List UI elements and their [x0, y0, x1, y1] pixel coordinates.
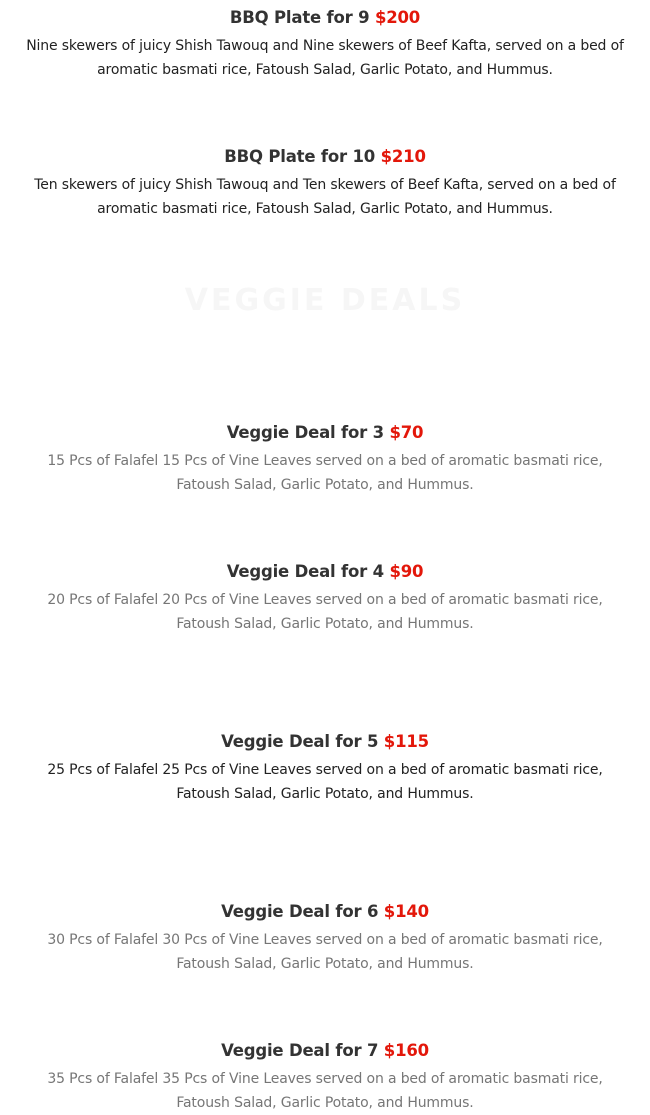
item-description: Ten skewers of juicy Shish Tawouq and Ten skewers of Beef Kafta, served on a bed of aromatic basmati rice, Fatoush Salad, Garlic Potato, and Hummus.: [34, 177, 616, 217]
item-name: BBQ Plate for 10: [224, 147, 376, 166]
menu-item: [0, 1040, 650, 1115]
item-title: [0, 901, 650, 923]
menu-item: [0, 422, 650, 497]
item-description: 30 Pcs of Falafel 30 Pcs of Vine Leaves served on a bed of aromatic basmati rice, Fatoush Salad, Garlic Potato, and Hummus.: [47, 932, 603, 972]
item-price: $140: [383, 902, 429, 921]
item-title: [0, 1040, 650, 1062]
menu-item: [0, 901, 650, 976]
item-name: Veggie Deal for 7: [221, 1041, 379, 1060]
item-price: $70: [389, 423, 424, 442]
item-price: $90: [389, 562, 424, 581]
item-title: [0, 422, 650, 444]
item-name: Veggie Deal for 4: [226, 562, 384, 581]
item-name: Veggie Deal for 5: [221, 732, 379, 751]
section-heading: VEGGIE DEALS: [184, 283, 466, 318]
item-description: 20 Pcs of Falafel 20 Pcs of Vine Leaves served on a bed of aromatic basmati rice, Fatoush Salad, Garlic Potato, and Hummus.: [47, 592, 603, 632]
item-price: $200: [374, 8, 421, 27]
item-price: $160: [383, 1041, 429, 1060]
menu-item: [0, 731, 650, 806]
menu-item: [0, 146, 650, 221]
menu-item: [0, 561, 650, 636]
item-name: Veggie Deal for 3: [226, 423, 384, 442]
item-description: 25 Pcs of Falafel 25 Pcs of Vine Leaves served on a bed of aromatic basmati rice, Fatoush Salad, Garlic Potato, and Hummus.: [47, 762, 603, 802]
item-description: 15 Pcs of Falafel 15 Pcs of Vine Leaves served on a bed of aromatic basmati rice, Fatoush Salad, Garlic Potato, and Hummus.: [47, 453, 603, 493]
item-price: $115: [383, 732, 429, 751]
menu-item: [0, 7, 650, 82]
item-title: [0, 7, 650, 29]
item-title: [0, 731, 650, 753]
item-name: BBQ Plate for 9: [229, 8, 370, 27]
item-price: $210: [380, 147, 426, 166]
item-description: Nine skewers of juicy Shish Tawouq and Nine skewers of Beef Kafta, served on a bed of aromatic basmati rice, Fatoush Salad, Garlic Potato, and Hummus.: [26, 38, 624, 78]
item-title: [0, 146, 650, 168]
item-name: Veggie Deal for 6: [221, 902, 379, 921]
item-title: [0, 561, 650, 583]
item-description: 35 Pcs of Falafel 35 Pcs of Vine Leaves served on a bed of aromatic basmati rice, Fatoush Salad, Garlic Potato, and Hummus.: [47, 1071, 603, 1111]
